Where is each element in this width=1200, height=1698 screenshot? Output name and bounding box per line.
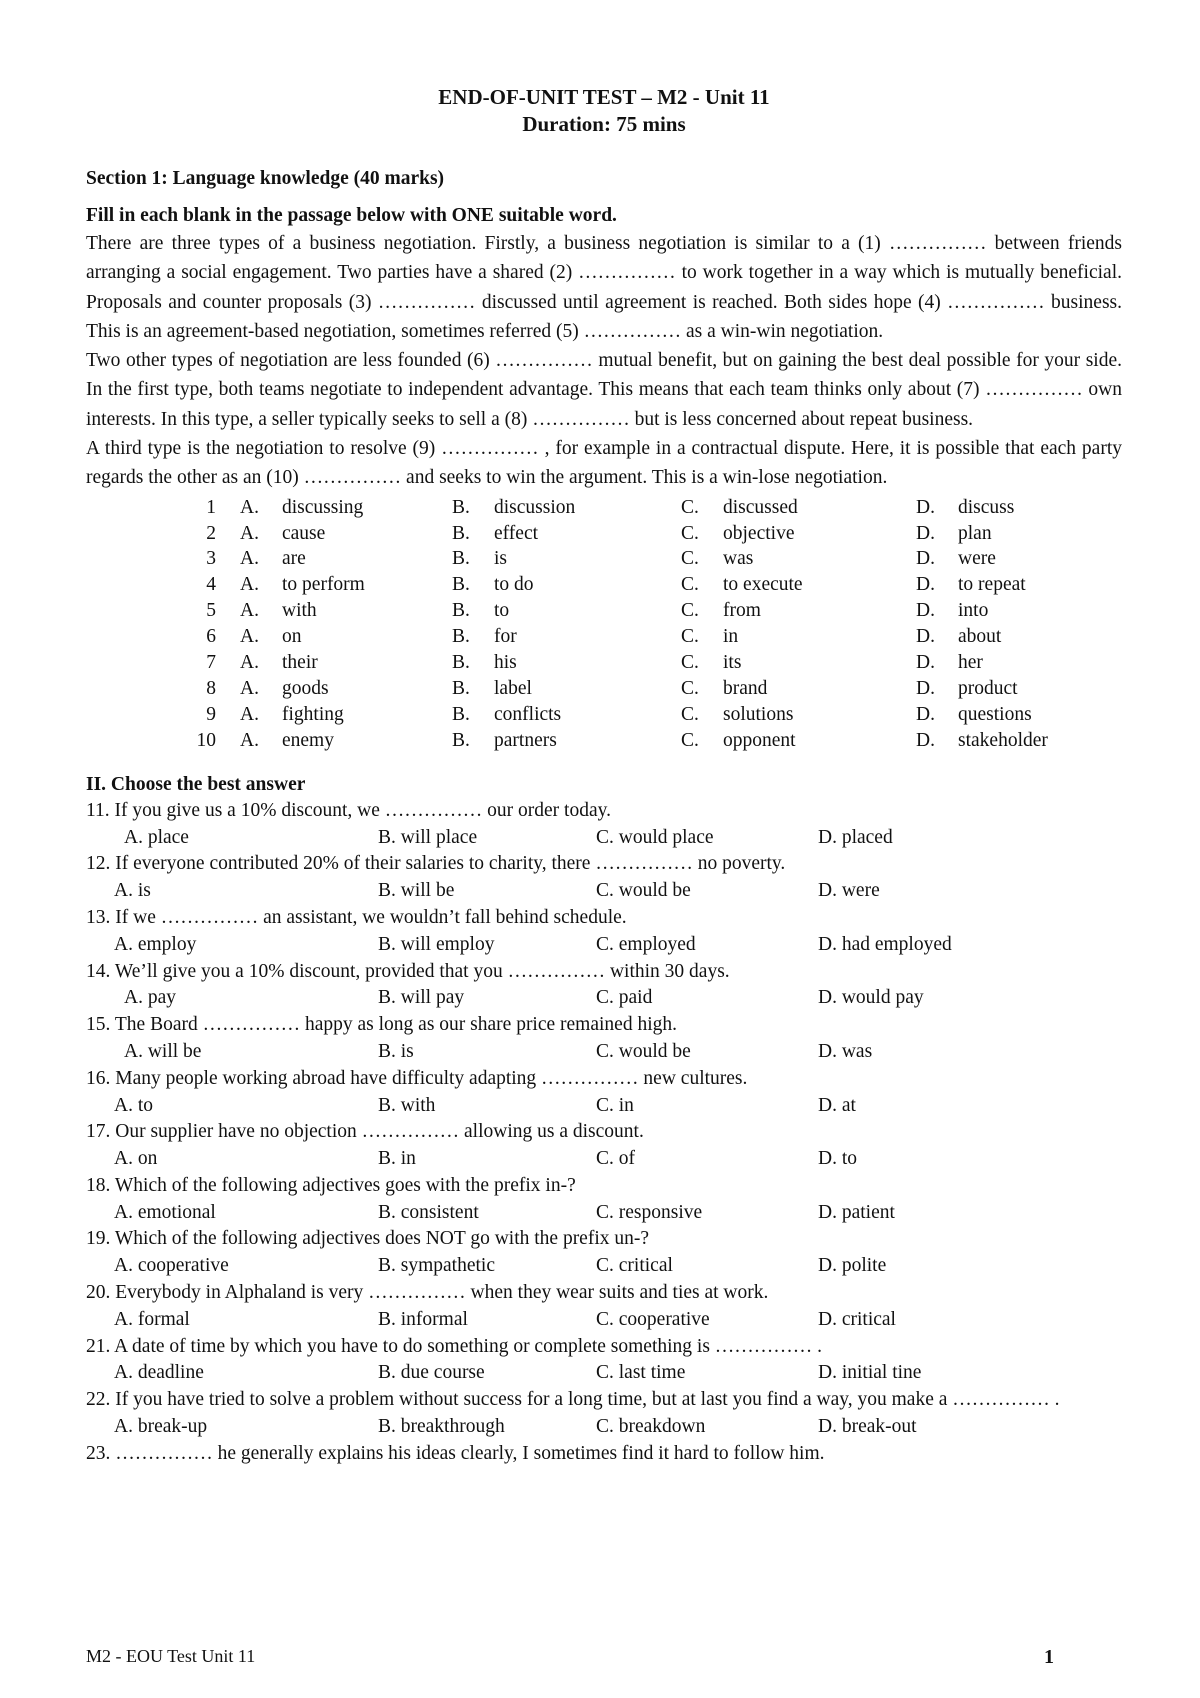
option-c: to execute <box>723 574 803 596</box>
answer-row <box>86 1307 1122 1334</box>
option-row <box>190 650 1108 676</box>
option-a: are <box>282 548 306 570</box>
option-row <box>190 521 1108 547</box>
answer-b: B. will be <box>378 880 455 902</box>
option-d: were <box>958 548 996 570</box>
answer-d: D. initial tine <box>818 1362 922 1384</box>
answer-row <box>86 985 1122 1012</box>
option-letter-d: D. <box>916 548 935 570</box>
answer-c: C. last time <box>596 1362 686 1384</box>
option-a: on <box>282 626 302 648</box>
option-b: effect <box>494 522 539 544</box>
option-a: enemy <box>282 729 334 751</box>
answer-c: C. employed <box>596 933 696 955</box>
option-letter-c: C. <box>681 626 699 648</box>
option-row <box>190 598 1108 624</box>
option-d: her <box>958 652 983 674</box>
answer-row <box>86 1146 1122 1173</box>
option-number: 5 <box>206 600 216 622</box>
option-letter-d: D. <box>916 703 935 725</box>
option-letter-a: A. <box>240 574 259 596</box>
option-letter-b: B. <box>452 729 470 751</box>
footer-label: M2 - EOU Test Unit 11 <box>86 1646 256 1666</box>
option-row <box>190 728 1108 754</box>
answer-a: A. deadline <box>114 1362 204 1384</box>
option-c: discussed <box>723 496 798 518</box>
option-letter-a: A. <box>240 626 259 648</box>
option-row <box>190 572 1108 598</box>
option-number: 6 <box>206 626 216 648</box>
answer-c: C. would be <box>596 1040 691 1062</box>
option-letter-a: A. <box>240 678 259 700</box>
option-b: to do <box>494 574 534 596</box>
answer-c: C. in <box>596 1094 634 1116</box>
page-number: 1 <box>1044 1646 1054 1668</box>
option-letter-a: A. <box>240 600 259 622</box>
option-letter-c: C. <box>681 574 699 596</box>
option-letter-c: C. <box>681 729 699 751</box>
answer-a: A. employ <box>114 933 197 955</box>
option-row <box>190 546 1108 572</box>
answer-row <box>86 932 1122 959</box>
option-number: 7 <box>206 652 216 674</box>
option-c: objective <box>723 522 795 544</box>
option-a: goods <box>282 678 329 700</box>
question-13: 13. If we …………… an assistant, we wouldn’t fall behind schedule. <box>86 906 627 928</box>
answer-a: A. place <box>124 826 189 848</box>
option-letter-b: B. <box>452 600 470 622</box>
option-a: fighting <box>282 703 344 725</box>
question-19: 19. Which of the following adjectives does NOT go with the prefix un-? <box>86 1228 650 1250</box>
option-a: their <box>282 652 318 674</box>
answer-row <box>86 1360 1122 1387</box>
question-14: 14. We’ll give you a 10% discount, provided that you …………… within 30 days. <box>86 960 730 982</box>
answer-b: B. in <box>378 1148 416 1170</box>
question-16: 16. Many people working abroad have difficulty adapting …………… new cultures. <box>86 1067 748 1089</box>
answer-row <box>86 825 1122 852</box>
answer-c: C. would place <box>596 826 714 848</box>
question-23: 23. …………… he generally explains his ideas clearly, I sometimes find it hard to follow him. <box>86 1442 825 1464</box>
answer-a: A. is <box>114 880 151 902</box>
answer-d: D. placed <box>818 826 893 848</box>
option-row <box>190 495 1108 521</box>
answer-c: C. breakdown <box>596 1416 706 1438</box>
option-letter-d: D. <box>916 652 935 674</box>
option-a: with <box>282 600 317 622</box>
answer-d: D. were <box>818 880 880 902</box>
option-a: discussing <box>282 496 364 518</box>
option-d: product <box>958 678 1018 700</box>
answer-b: B. is <box>378 1040 414 1062</box>
answer-a: A. emotional <box>114 1201 216 1223</box>
question-18: 18. Which of the following adjectives goes with the prefix in-? <box>86 1174 576 1196</box>
option-number: 2 <box>206 522 216 544</box>
option-row <box>190 702 1108 728</box>
option-letter-d: D. <box>916 522 935 544</box>
option-letter-a: A. <box>240 496 259 518</box>
option-a: to perform <box>282 574 365 596</box>
answer-row <box>86 1200 1122 1227</box>
option-letter-b: B. <box>452 522 470 544</box>
option-letter-b: B. <box>452 548 470 570</box>
question-17: 17. Our supplier have no objection …………… allowing us a discount. <box>86 1121 644 1143</box>
answer-c: C. critical <box>596 1255 673 1277</box>
option-number: 9 <box>206 703 216 725</box>
option-letter-d: D. <box>916 678 935 700</box>
option-number: 3 <box>206 548 216 570</box>
answer-d: D. had employed <box>818 933 952 955</box>
option-letter-c: C. <box>681 548 699 570</box>
option-d: about <box>958 626 1002 648</box>
option-number: 10 <box>196 729 216 751</box>
answer-d: D. would pay <box>818 987 924 1009</box>
option-letter-a: A. <box>240 652 259 674</box>
answer-c: C. of <box>596 1148 635 1170</box>
answer-c: C. paid <box>596 987 653 1009</box>
section2-heading: II. Choose the best answer <box>86 773 306 795</box>
option-c: was <box>723 548 754 570</box>
answer-b: B. will place <box>378 826 478 848</box>
answer-b: B. will pay <box>378 987 465 1009</box>
answer-d: D. to <box>818 1148 857 1170</box>
answer-row <box>86 1414 1122 1441</box>
option-c: solutions <box>723 703 794 725</box>
test-page <box>86 84 1122 1468</box>
answer-a: A. cooperative <box>114 1255 229 1277</box>
answer-d: D. was <box>818 1040 873 1062</box>
options-table <box>190 495 1108 754</box>
answer-b: B. will employ <box>378 933 495 955</box>
option-letter-c: C. <box>681 652 699 674</box>
option-d: stakeholder <box>958 729 1048 751</box>
option-letter-c: C. <box>681 678 699 700</box>
option-letter-a: A. <box>240 548 259 570</box>
test-title: END-OF-UNIT TEST – M2 - Unit 11 <box>438 85 770 109</box>
answer-c: C. cooperative <box>596 1308 710 1330</box>
option-letter-c: C. <box>681 600 699 622</box>
answer-b: B. breakthrough <box>378 1416 505 1438</box>
answer-b: B. with <box>378 1094 436 1116</box>
answer-a: A. on <box>114 1148 158 1170</box>
option-letter-c: C. <box>681 522 699 544</box>
answer-a: A. formal <box>114 1308 190 1330</box>
question-21: 21. A date of time by which you have to do something or complete something is …………… . <box>86 1335 823 1357</box>
answer-a: A. to <box>114 1094 153 1116</box>
option-b: partners <box>494 729 557 751</box>
option-letter-b: B. <box>452 574 470 596</box>
option-c: brand <box>723 678 768 700</box>
answer-b: B. due course <box>378 1362 485 1384</box>
option-b: to <box>494 600 510 622</box>
question-20: 20. Everybody in Alphaland is very …………… when they wear suits and ties at work. <box>86 1282 769 1304</box>
passage-paragraph-2: Two other types of negotiation are less founded (6) …………… mutual benefit, but on gaining the best deal possible for your side. In the first type, both teams negotiate to independent advantage. This means that each team thinks only about (7) …………… own interests. In this type, a seller typically seeks to sell a (8) …………… but is less concerned about repeat business. <box>86 350 1122 430</box>
answer-row <box>86 878 1122 905</box>
option-d: to repeat <box>958 574 1026 596</box>
option-letter-b: B. <box>452 703 470 725</box>
option-c: opponent <box>723 729 796 751</box>
option-row <box>190 624 1108 650</box>
answer-b: B. informal <box>378 1308 468 1330</box>
option-number: 4 <box>206 574 216 596</box>
option-letter-b: B. <box>452 496 470 518</box>
answer-d: D. polite <box>818 1255 887 1277</box>
option-letter-a: A. <box>240 729 259 751</box>
passage-paragraph-1: There are three types of a business negotiation. Firstly, a business negotiation is similar to a (1) …………… between friends arranging a social engagement. Two parties have a shared (2) …………… to work together in a way which is mutually beneficial. Proposals and counter proposals (3) …………… discussed until agreement is reached. Both sides hope (4) …………… business. This is an agreement-based negotiation, sometimes referred (5) …………… as a win-win negotiation. <box>86 233 1122 342</box>
option-a: cause <box>282 522 326 544</box>
question-22: 22. If you have tried to solve a problem without success for a long time, but at last you find a way, you make a …………… . <box>86 1389 1060 1411</box>
answer-d: D. patient <box>818 1201 895 1223</box>
option-letter-b: B. <box>452 652 470 674</box>
test-duration: Duration: 75 mins <box>522 112 686 136</box>
option-d: questions <box>958 703 1032 725</box>
option-b: his <box>494 652 517 674</box>
option-d: discuss <box>958 496 1015 518</box>
option-letter-d: D. <box>916 600 935 622</box>
option-d: into <box>958 600 989 622</box>
option-letter-c: C. <box>681 703 699 725</box>
option-row <box>190 676 1108 702</box>
answer-d: D. break-out <box>818 1416 917 1438</box>
option-letter-d: D. <box>916 496 935 518</box>
answer-row <box>86 1093 1122 1120</box>
option-letter-b: B. <box>452 626 470 648</box>
question-11: 11. If you give us a 10% discount, we …………… our order today. <box>86 799 611 821</box>
option-letter-d: D. <box>916 729 935 751</box>
answer-row <box>86 1039 1122 1066</box>
section1-heading: Section 1: Language knowledge (40 marks) <box>86 168 445 189</box>
answer-a: A. will be <box>124 1040 202 1062</box>
option-c: its <box>723 652 742 674</box>
answer-a: A. break-up <box>114 1416 208 1438</box>
option-b: label <box>494 678 532 700</box>
option-number: 1 <box>206 496 216 518</box>
option-b: for <box>494 626 517 648</box>
option-b: discussion <box>494 496 576 518</box>
option-letter-b: B. <box>452 678 470 700</box>
option-c: from <box>723 600 761 622</box>
question-12: 12. If everyone contributed 20% of their salaries to charity, there …………… no poverty. <box>86 853 786 875</box>
answer-d: D. critical <box>818 1308 896 1330</box>
answer-row <box>86 1253 1122 1280</box>
option-c: in <box>723 626 739 648</box>
option-letter-d: D. <box>916 626 935 648</box>
option-number: 8 <box>206 678 216 700</box>
answer-c: C. responsive <box>596 1201 703 1223</box>
option-b: is <box>494 548 508 570</box>
option-b: conflicts <box>494 703 562 725</box>
answer-b: B. consistent <box>378 1201 479 1223</box>
passage-paragraph-3: A third type is the negotiation to resolve (9) …………… , for example in a contractual dispute. Here, it is possible that each party regards the other as an (10) …………… and seeks to win the argument. This is a win-lose negotiation. <box>86 438 1122 489</box>
option-letter-a: A. <box>240 522 259 544</box>
answer-a: A. pay <box>124 987 176 1009</box>
option-letter-a: A. <box>240 703 259 725</box>
answer-c: C. would be <box>596 880 691 902</box>
option-letter-d: D. <box>916 574 935 596</box>
answer-d: D. at <box>818 1094 856 1116</box>
option-d: plan <box>958 522 992 544</box>
question-15: 15. The Board …………… happy as long as our share price remained high. <box>86 1014 677 1036</box>
option-letter-c: C. <box>681 496 699 518</box>
answer-b: B. sympathetic <box>378 1255 495 1277</box>
section1-instruction: Fill in each blank in the passage below with ONE suitable word. <box>86 205 617 226</box>
